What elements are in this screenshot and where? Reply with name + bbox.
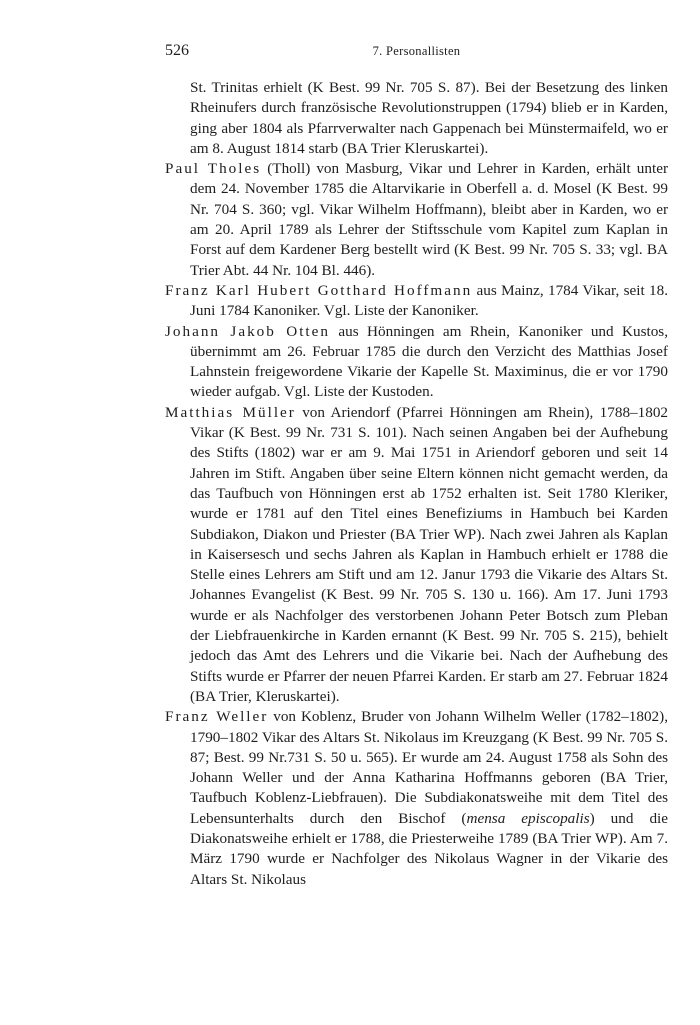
entry-name: Franz Karl Hubert Gotthard Hoffmann [165, 281, 473, 299]
entry-text: von Ariendorf (Pfarrei Hönningen am Rhein), 1788–1802 Vikar (K Best. 99 Nr. 731 S. 101). Nach seinen Angaben bei der Aufhebung des Stifts (1802) war er am 9. Mai 1751 in Ariendorf geboren und seit 14 Jahren im Stift. Angaben über seine Eltern können nicht gemacht werden, da das Taufbuch von Hönningen erst ab 1752 erhalten ist. Seit 1780 Kleriker, wurde er 1781 auf den Titel eines Benefiziums in Hambuch bei Karden Subdiakon, Diakon und Priester (BA Trier WP). Nach zwei Jahren als Kaplan in Kaisersesch und sechs Jahren als Kaplan in Hambuch erhielt er 1788 die Stelle eines Lehrers am Stift und am 12. Janur 1793 die Vikarie des Altars St. Johannes Evangelist (K Best. 99 Nr. 705 S. 130 u. 166). Am 17. Juni 1793 wurde er als Nachfolger des verstorbenen Johann Peter Botsch zum Pleban der Liebfrauenkirche in Karden ernannt (K Best. 99 Nr. 705 S. 215), behielt jedoch das Amt des Lehrers und die Vikarie bei. Nach der Aufhebung des Stifts wurde er Pfarrer der neuen Pfarrei Karden. Er starb am 27. Februar 1824 (BA Trier, Kleruskartei). [190, 403, 669, 705]
italic-term: mensa episcopalis [466, 809, 590, 827]
entry-name: Matthias Müller [165, 403, 296, 421]
entry-name: Franz Weller [165, 708, 269, 726]
entry-text: aus Hönningen am Rhein, Kanoniker und Kustos, übernimmt am 26. Februar 1785 die durch den Verzicht des Matthias Josef Lahnstein freigewordene Vikarie der Kapelle St. Maximinus, die er vor 1790 wieder aufgab. Vgl. Liste der Kustoden. [190, 322, 668, 401]
entry-franz-weller [165, 707, 668, 890]
body-text [165, 78, 668, 890]
entry-text: (Tholl) von Masburg, Vikar und Lehrer in Karden, erhält unter dem 24. November 1785 die Altarvikarie in Oberfell a. d. Mosel (K Best. 99 Nr. 704 S. 360; vgl. Vikar Wilhelm Hoffmann), bleibt aber in Karden, wo er am 20. April 1789 als Lehrer der Stiftsschule vom Kapitel zum Kaplan in Forst auf dem Kardener Berg bestellt wird (K Best. 99 Nr. 705 S. 33; vgl. BA Trier Abt. 44 Nr. 104 Bl. 446). [190, 160, 669, 279]
entry-text: von Koblenz, Bruder von Johann Wilhelm Weller (1782–1802), 1790–1802 Vikar des Altars St. Nikolaus im Kreuzgang (K Best. 99 Nr. 705 S. 87; Best. 99 Nr.731 S. 50 u. 565). Er wurde am 24. August 1758 als Sohn des Johann Weller und der Anna Katharina Hoffmanns geboren (BA Trier, Taufbuch Koblenz-Liebfrauen). Die Subdiakonatsweihe mit dem Titel des Lebensunterhalts durch den Bischof ( [190, 708, 668, 827]
running-head: 7. Personallisten [372, 44, 461, 58]
entry-paul-tholes [165, 159, 668, 281]
page-number: 526 [165, 42, 189, 59]
entry-text: ) und die Diakonatsweihe erhielt er 1788, die Priesterweihe 1789 (BA Trier WP). Am 7. März 1790 wurde er Nachfolger des Nikolaus Wagner in der Vikarie des Altars St. Nikolaus [190, 809, 668, 888]
entry-matthias-mueller [165, 403, 668, 707]
entry-name: Paul Tholes [165, 160, 262, 178]
entry-name: Johann Jakob Otten [165, 322, 330, 340]
entry-johann-jakob-otten [165, 322, 668, 403]
entry-franz-karl-hoffmann [165, 281, 668, 322]
page-header [165, 42, 668, 64]
entry-text: aus Mainz, 1784 Vikar, seit 18. Juni 1784 Kanoniker. Vgl. Liste der Kanoniker. [190, 281, 668, 320]
entry-text: St. Trinitas erhielt (K Best. 99 Nr. 705 S. 87). Bei der Besetzung des linken Rheinufers durch französische Revolutionstruppen (1794) blieb er in Karden, ging aber 1804 als Pfarrverwalter nach Gappenach bei Münstermaifeld, wo er am 8. August 1814 starb (BA Trier Kleruskartei). [190, 79, 668, 157]
entry-continuation [165, 78, 668, 159]
